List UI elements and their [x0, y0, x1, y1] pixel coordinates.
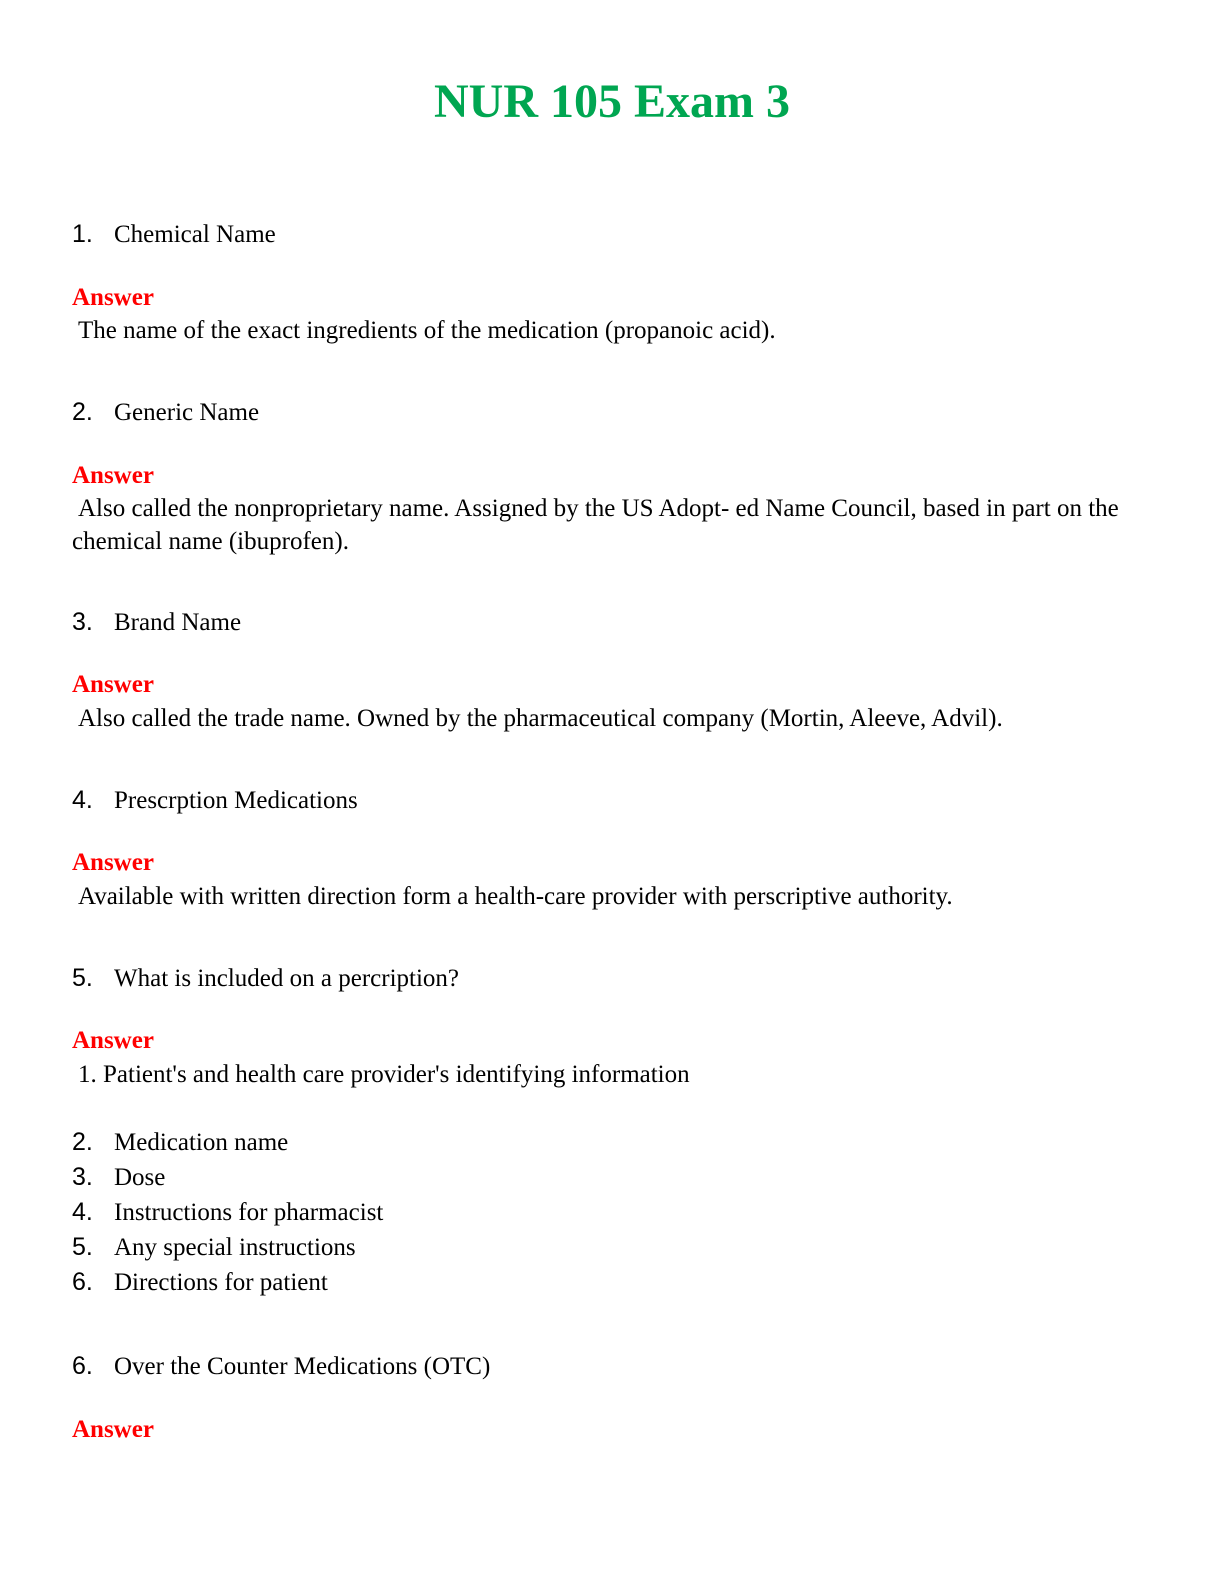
list-text: Instructions for pharmacist [114, 1199, 384, 1226]
answer-label: Answer [72, 462, 154, 489]
list-number: 2. [72, 1128, 93, 1156]
question-number: 5. [72, 964, 93, 992]
list-item [72, 1126, 288, 1159]
list-number: 5. [72, 1233, 93, 1261]
question-4 [72, 784, 358, 817]
question-text: Chemical Name [114, 221, 276, 248]
question-text: What is included on a percription? [114, 965, 460, 992]
answer-text [72, 702, 1122, 735]
answer-text [72, 1058, 1122, 1091]
question-1 [72, 218, 276, 251]
question-text: Brand Name [114, 609, 242, 636]
list-text: Any special instructions [114, 1234, 356, 1261]
question-text: Generic Name [114, 399, 260, 426]
list-item [72, 1266, 328, 1299]
question-number: 6. [72, 1352, 93, 1380]
question-number: 2. [72, 398, 93, 426]
question-text: Prescrption Medications [114, 787, 358, 814]
list-item [72, 1161, 165, 1194]
question-3 [72, 606, 241, 639]
answer-label: Answer [72, 284, 154, 311]
answer-label: Answer [72, 849, 154, 876]
list-item [72, 1231, 356, 1264]
answer-label: Answer [72, 671, 154, 698]
question-text: Over the Counter Medications (OTC) [114, 1353, 491, 1380]
list-text: Medication name [114, 1129, 289, 1156]
list-number: 3. [72, 1163, 93, 1191]
list-text: Dose [114, 1164, 166, 1191]
answer-label: Answer [72, 1027, 154, 1054]
list-item [72, 1196, 383, 1229]
answer-text [72, 492, 1122, 558]
question-number: 3. [72, 608, 93, 636]
answer-body: Also called the nonproprietary name. Assigned by the US Adopt- ed Name Council, based in part on the chemical name (ibuprofen). [72, 495, 1119, 555]
list-number: 4. [72, 1198, 93, 1226]
list-text: Directions for patient [114, 1269, 328, 1296]
answer-body: 1. Patient's and health care provider's identifying information [78, 1061, 690, 1088]
question-number: 4. [72, 786, 93, 814]
question-5 [72, 962, 459, 995]
answer-label: Answer [72, 1416, 154, 1443]
answer-body: Available with written direction form a health-care provider with perscriptive authority. [78, 883, 953, 910]
answer-body: Also called the trade name. Owned by the pharmaceutical company (Mortin, Aleeve, Advil). [78, 705, 1003, 732]
question-6 [72, 1350, 490, 1383]
question-number: 1. [72, 220, 93, 248]
question-2 [72, 396, 259, 429]
page-title: NUR 105 Exam 3 [434, 75, 790, 128]
list-number: 6. [72, 1268, 93, 1296]
answer-text [72, 880, 1122, 913]
answer-body: The name of the exact ingredients of the medication (propanoic acid). [78, 317, 776, 344]
answer-text [72, 314, 1122, 347]
